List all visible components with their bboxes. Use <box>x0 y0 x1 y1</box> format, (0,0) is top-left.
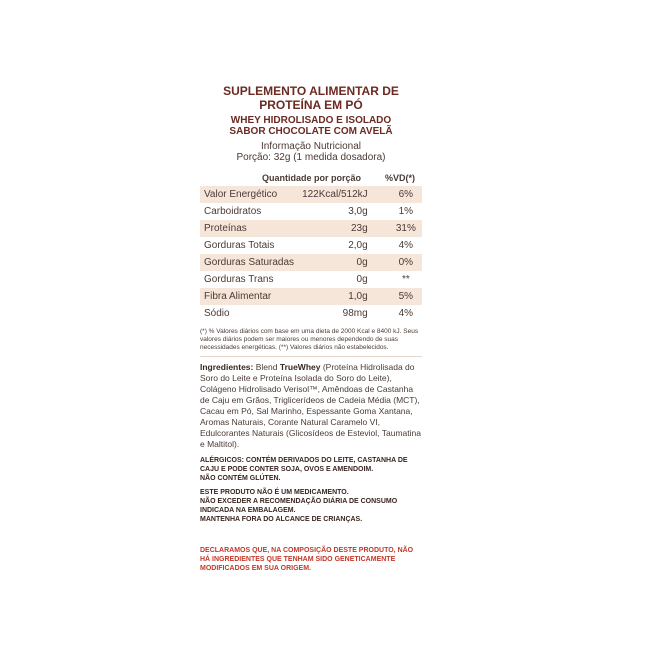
children-warning: MANTENHA FORA DO ALCANCE DE CRIANÇAS. <box>200 516 363 523</box>
row-vd: 6% <box>390 186 422 203</box>
allergen-warning: ALÉRGICOS: CONTÉM DERIVADOS DO LEITE, CASTANHA DE CAJU E PODE CONTER SOJA, OVOS E AMENDOIM. <box>200 457 408 473</box>
row-qty: 23g <box>298 220 390 237</box>
nutrition-info: Informação Nutricional Porção: 32g (1 medida dosadora) <box>236 141 386 163</box>
nutrition-label <box>200 84 422 573</box>
ingredients-label: Ingredientes: <box>200 362 254 372</box>
table-row <box>200 254 422 271</box>
row-vd: ** <box>401 274 410 285</box>
dosage-warning: NÃO EXCEDER A RECOMENDAÇÃO DIÁRIA DE CONSUMO INDICADA NA EMBALAGEM. <box>200 498 398 514</box>
vd-header: %VD(*) <box>384 173 415 183</box>
product-title: SUPLEMENTO ALIMENTAR DE PROTEÍNA EM PÓ <box>223 84 399 112</box>
row-name: Valor Energético <box>200 186 298 203</box>
row-qty: 2,0g <box>348 240 368 251</box>
ingredients-list: (Proteína Hidrolisada do Soro do Leite e Proteína Isolada do Soro do Leite), Colágeno Hidrolisado Verisol™, Amêndoas de Castanha de Caju em Grãos, Triglicerídeos de Cadeia Média (MCT), Cacau em Pó, Sal Marinho, Espessante Goma Xantana, Aromas Naturais, Corante Natural Caramelo VI, Edulcorantes Naturais (Glicosídeos de Esteviol, Taumatina e Maltitol). <box>200 362 421 449</box>
row-name: Fibra Alimentar <box>200 288 298 305</box>
brand-name: TrueWhey <box>279 362 321 372</box>
row-qty: 0g <box>298 254 390 271</box>
row-name: Gorduras Totais <box>204 240 275 251</box>
warnings-block <box>200 456 422 524</box>
table-row <box>200 288 422 305</box>
row-qty: 1,0g <box>298 288 390 305</box>
row-qty: 0g <box>356 274 368 285</box>
row-vd: 0% <box>390 254 422 271</box>
table-row <box>200 237 422 254</box>
table-row <box>200 203 422 220</box>
row-vd: 5% <box>390 288 422 305</box>
table-row <box>200 305 422 322</box>
daily-values-footnote: (*) % Valores diários com base em uma dieta de 2000 Kcal e 8400 kJ. Seus valores diários podem ser maiores ou menores dependendo de suas necessidades energéticas. (**) Valores diários não estabelecidos. <box>200 328 422 357</box>
table-row <box>200 186 422 203</box>
row-vd: 1% <box>398 206 414 217</box>
row-name: Sódio <box>204 308 230 319</box>
row-vd: 4% <box>398 240 414 251</box>
table-row <box>200 220 422 237</box>
row-vd: 31% <box>390 220 422 237</box>
ingredients-text <box>200 362 422 450</box>
row-vd: 4% <box>398 308 414 319</box>
table-header <box>200 173 422 186</box>
row-name: Proteínas <box>200 220 298 237</box>
medicine-warning: ESTE PRODUTO NÃO É UM MEDICAMENTO. <box>200 489 349 496</box>
row-name: Carboidratos <box>204 206 262 217</box>
row-name: Gorduras Saturadas <box>200 254 298 271</box>
product-subtitle: WHEY HIDROLISADO E ISOLADO SABOR CHOCOLATE COM AVELÃ <box>229 115 393 137</box>
ingredients-pre: Blend <box>253 362 280 372</box>
gluten-warning: NÃO CONTÉM GLÚTEN. <box>200 475 281 482</box>
gmo-declaration: DECLARAMOS QUE, NA COMPOSIÇÃO DESTE PRODUTO, NÃO HÁ INGREDIENTES QUE TENHAM SIDO GENETICAMENTE MODIFICADOS EM SUA ORIGEM. <box>200 547 414 572</box>
row-name: Gorduras Trans <box>204 274 274 285</box>
row-qty: 3,0g <box>348 206 368 217</box>
nutrition-table <box>200 186 422 322</box>
quantity-header: Quantidade por porção <box>262 173 362 183</box>
row-qty: 122Kcal/512kJ <box>298 186 390 203</box>
row-qty: 98mg <box>342 308 368 319</box>
table-row <box>200 271 422 288</box>
